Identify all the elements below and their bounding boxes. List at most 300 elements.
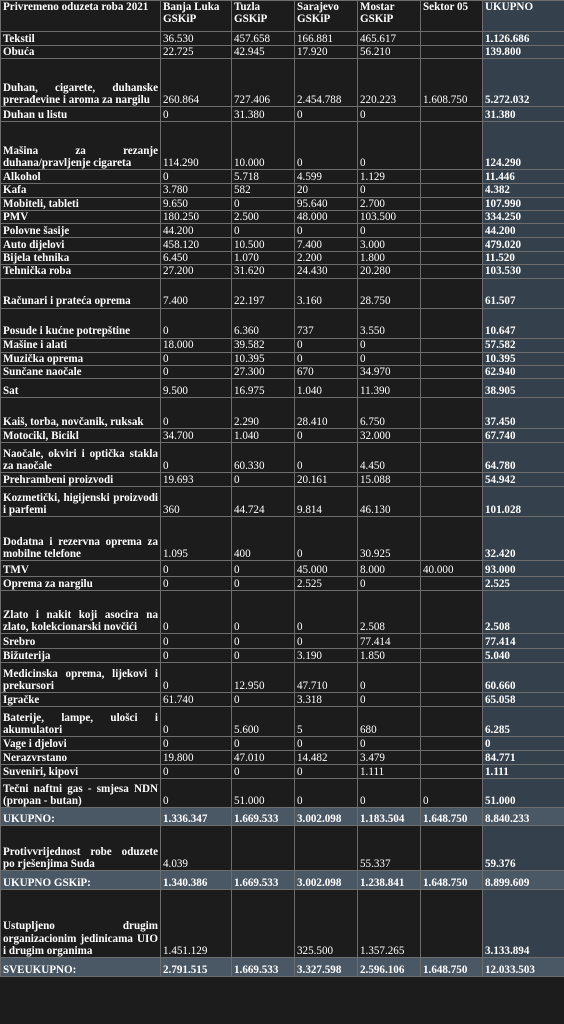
row-label: Auto dijelovi: [1, 238, 161, 252]
row-total-cell: 4.382: [483, 184, 564, 197]
row-total-cell: 84.771: [483, 751, 564, 765]
value-cell: 0: [358, 737, 421, 751]
row-total-cell: 107.990: [483, 197, 564, 210]
row-label: Mobiteli, tableti: [1, 197, 161, 210]
value-cell: 24.430: [295, 265, 358, 278]
row-label: Bijela tehnika: [1, 252, 161, 265]
table-row: [1, 473, 564, 487]
row-label: Duhan u listu: [1, 107, 161, 122]
value-cell: 9.814: [295, 487, 358, 517]
value-cell: 360: [161, 487, 232, 517]
row-label: Oprema za nargilu: [1, 577, 161, 591]
value-cell: 0: [358, 224, 421, 238]
value-cell: 0: [161, 765, 232, 779]
row-total-cell: 67.740: [483, 429, 564, 443]
value-cell: 3.327.598: [295, 958, 358, 977]
value-cell: 1.648.750: [421, 808, 483, 826]
value-cell: 0: [358, 663, 421, 693]
value-cell: 670: [295, 366, 358, 379]
value-cell: 17.920: [295, 46, 358, 59]
value-cell: 0: [232, 737, 295, 751]
row-label: Naočale, okviri i optička stakla za naočale: [1, 443, 161, 473]
value-cell: 0: [232, 473, 295, 487]
row-total-cell: 11.520: [483, 252, 564, 265]
value-cell: [421, 210, 483, 223]
value-cell: 0: [358, 107, 421, 122]
row-total-cell: 334.250: [483, 210, 564, 223]
table-row: [1, 46, 564, 59]
row-total-cell: 60.660: [483, 663, 564, 693]
value-cell: [421, 32, 483, 46]
value-cell: 61.740: [161, 693, 232, 707]
value-cell: 1.070: [232, 252, 295, 265]
value-cell: 0: [421, 779, 483, 808]
table-row: [1, 352, 564, 365]
value-cell: [421, 338, 483, 352]
value-cell: [421, 265, 483, 278]
value-cell: [421, 366, 483, 379]
value-cell: [421, 649, 483, 663]
table-row: [1, 59, 564, 107]
value-cell: 0: [161, 107, 232, 122]
value-cell: 3.318: [295, 693, 358, 707]
row-label: Medicinska oprema, lijekovi i prekursori: [1, 663, 161, 693]
table-row: [1, 591, 564, 634]
row-label: Duhan, cigarete, duhanske prerađevine i aroma za nargilu: [1, 59, 161, 107]
value-cell: 166.881: [295, 32, 358, 46]
table-row: [1, 765, 564, 779]
row-total-cell: 64.780: [483, 443, 564, 473]
row-total-cell: 5.040: [483, 649, 564, 663]
table-row: [1, 265, 564, 278]
value-cell: 0: [358, 779, 421, 808]
value-cell: [421, 751, 483, 765]
table-row: [1, 224, 564, 238]
value-cell: 3.780: [161, 184, 232, 197]
row-label: UKUPNO:: [1, 808, 161, 826]
value-cell: 28.410: [295, 398, 358, 429]
value-cell: 10.500: [232, 238, 295, 252]
value-cell: [421, 107, 483, 122]
value-cell: 325.500: [295, 890, 358, 958]
table-row: [1, 577, 564, 591]
row-total-cell: 59.376: [483, 826, 564, 871]
value-cell: 0: [295, 224, 358, 238]
value-cell: 47.710: [295, 663, 358, 693]
value-cell: [421, 707, 483, 737]
row-total-cell: 139.800: [483, 46, 564, 59]
value-cell: 1.800: [358, 252, 421, 265]
value-cell: [421, 170, 483, 184]
value-cell: 0: [161, 663, 232, 693]
value-cell: 1.648.750: [421, 958, 483, 977]
value-cell: 1.451.129: [161, 890, 232, 958]
table-row: [1, 278, 564, 308]
row-total-cell: 44.200: [483, 224, 564, 238]
value-cell: 34.970: [358, 366, 421, 379]
value-cell: 0: [161, 308, 232, 338]
row-total-cell: 61.507: [483, 278, 564, 308]
value-cell: [421, 352, 483, 365]
value-cell: [421, 737, 483, 751]
table-row: [1, 122, 564, 170]
value-cell: 31.620: [232, 265, 295, 278]
value-cell: 46.130: [358, 487, 421, 517]
row-label: Kafa: [1, 184, 161, 197]
row-total-cell: 1.126.686: [483, 32, 564, 46]
row-label: Srebro: [1, 634, 161, 649]
value-cell: 5: [295, 707, 358, 737]
value-cell: 0: [295, 779, 358, 808]
value-cell: [421, 238, 483, 252]
value-cell: 95.640: [295, 197, 358, 210]
value-cell: 0: [161, 366, 232, 379]
table-row: [1, 487, 564, 517]
value-cell: [421, 663, 483, 693]
row-label: Tehnička roba: [1, 265, 161, 278]
value-cell: 1.669.533: [232, 958, 295, 977]
row-label: Polovne šasije: [1, 224, 161, 238]
column-header-total: UKUPNO: [483, 1, 564, 32]
value-cell: 0: [358, 184, 421, 197]
value-cell: [421, 693, 483, 707]
value-cell: [421, 443, 483, 473]
value-cell: 8.000: [358, 561, 421, 577]
value-cell: 114.290: [161, 122, 232, 170]
value-cell: 31.380: [232, 107, 295, 122]
value-cell: [421, 224, 483, 238]
value-cell: 27.300: [232, 366, 295, 379]
value-cell: 45.000: [295, 561, 358, 577]
row-total-cell: 5.272.032: [483, 59, 564, 107]
table-row: [1, 826, 564, 871]
row-total-cell: 54.942: [483, 473, 564, 487]
value-cell: 3.550: [358, 308, 421, 338]
value-cell: 2.525: [295, 577, 358, 591]
row-total-cell: 8.899.609: [483, 871, 564, 890]
row-label: PMV: [1, 210, 161, 223]
value-cell: 0: [161, 398, 232, 429]
table-row: [1, 517, 564, 561]
value-cell: 1.238.841: [358, 871, 421, 890]
value-cell: 3.000: [358, 238, 421, 252]
value-cell: 2.200: [295, 252, 358, 265]
table-row: [1, 663, 564, 693]
value-cell: 27.200: [161, 265, 232, 278]
value-cell: [421, 577, 483, 591]
value-cell: 20: [295, 184, 358, 197]
value-cell: 0: [161, 707, 232, 737]
value-cell: 737: [295, 308, 358, 338]
summary-row: [1, 958, 564, 977]
value-cell: 48.000: [295, 210, 358, 223]
row-label: SVEUKUPNO:: [1, 958, 161, 977]
value-cell: 15.088: [358, 473, 421, 487]
table-row: [1, 210, 564, 223]
value-cell: 103.500: [358, 210, 421, 223]
table-body: [1, 32, 564, 977]
summary-row: [1, 808, 564, 826]
table-row: [1, 398, 564, 429]
value-cell: 0: [295, 591, 358, 634]
value-cell: 22.197: [232, 278, 295, 308]
table-row: [1, 561, 564, 577]
table-row: [1, 429, 564, 443]
value-cell: 77.414: [358, 634, 421, 649]
value-cell: 10.000: [232, 122, 295, 170]
value-cell: 47.010: [232, 751, 295, 765]
value-cell: 1.850: [358, 649, 421, 663]
value-cell: 9.650: [161, 197, 232, 210]
row-label: Posude i kućne potrepštine: [1, 308, 161, 338]
value-cell: [421, 398, 483, 429]
value-cell: 2.700: [358, 197, 421, 210]
value-cell: 12.950: [232, 663, 295, 693]
row-label: Zlato i nakit koji asocira na zlato, kolekcionarski novčići: [1, 591, 161, 634]
value-cell: 0: [232, 591, 295, 634]
value-cell: 0: [295, 429, 358, 443]
row-label: Baterije, lampe, ulošci i akumulatori: [1, 707, 161, 737]
value-cell: 40.000: [421, 561, 483, 577]
value-cell: 36.530: [161, 32, 232, 46]
value-cell: 1.669.533: [232, 808, 295, 826]
value-cell: [421, 429, 483, 443]
value-cell: 6.360: [232, 308, 295, 338]
row-total-cell: 0: [483, 737, 564, 751]
value-cell: 1.357.265: [358, 890, 421, 958]
row-label: Nerazvrstano: [1, 751, 161, 765]
row-total-cell: 2.525: [483, 577, 564, 591]
value-cell: 0: [232, 634, 295, 649]
value-cell: 220.223: [358, 59, 421, 107]
value-cell: 0: [295, 634, 358, 649]
row-total-cell: 10.395: [483, 352, 564, 365]
value-cell: 5.600: [232, 707, 295, 737]
value-cell: 0: [232, 197, 295, 210]
row-total-cell: 37.450: [483, 398, 564, 429]
value-cell: 1.129: [358, 170, 421, 184]
table-title: Privremeno oduzeta roba 2021: [1, 1, 161, 32]
value-cell: 0: [232, 577, 295, 591]
row-label: Ustupljeno drugim organizacionim jedinicama UIO i drugim organima: [1, 890, 161, 958]
value-cell: 1.183.504: [358, 808, 421, 826]
row-total-cell: 62.940: [483, 366, 564, 379]
value-cell: 42.945: [232, 46, 295, 59]
row-total-cell: 32.420: [483, 517, 564, 561]
row-total-cell: 6.285: [483, 707, 564, 737]
table-row: [1, 707, 564, 737]
value-cell: 1.608.750: [421, 59, 483, 107]
table-row: [1, 634, 564, 649]
value-cell: [232, 826, 295, 871]
value-cell: 582: [232, 184, 295, 197]
value-cell: 0: [161, 779, 232, 808]
table-row: [1, 252, 564, 265]
value-cell: 1.648.750: [421, 871, 483, 890]
value-cell: 0: [358, 577, 421, 591]
value-cell: 0: [358, 693, 421, 707]
table-row: [1, 693, 564, 707]
value-cell: [421, 634, 483, 649]
column-header: Sarajevo GSKiP: [295, 1, 358, 32]
value-cell: 0: [232, 561, 295, 577]
value-cell: 2.791.515: [161, 958, 232, 977]
row-total-cell: 10.647: [483, 308, 564, 338]
value-cell: 9.500: [161, 379, 232, 398]
row-label: Kozmetički, higijenski proizvodi i parfemi: [1, 487, 161, 517]
value-cell: 20.161: [295, 473, 358, 487]
row-total-cell: 77.414: [483, 634, 564, 649]
value-cell: 0: [161, 561, 232, 577]
table-row: [1, 379, 564, 398]
row-label: Sat: [1, 379, 161, 398]
value-cell: 39.582: [232, 338, 295, 352]
value-cell: 44.200: [161, 224, 232, 238]
value-cell: 4.599: [295, 170, 358, 184]
value-cell: 0: [358, 122, 421, 170]
value-cell: 0: [232, 693, 295, 707]
column-header: Tuzla GSKiP: [232, 1, 295, 32]
value-cell: 19.693: [161, 473, 232, 487]
table-row: [1, 107, 564, 122]
value-cell: 0: [358, 352, 421, 365]
value-cell: 0: [295, 122, 358, 170]
row-total-cell: 103.530: [483, 265, 564, 278]
value-cell: [421, 46, 483, 59]
value-cell: 1.336.347: [161, 808, 232, 826]
value-cell: 1.040: [295, 379, 358, 398]
value-cell: 458.120: [161, 238, 232, 252]
value-cell: [421, 278, 483, 308]
value-cell: [421, 890, 483, 958]
table-row: [1, 366, 564, 379]
row-label: Tekstil: [1, 32, 161, 46]
row-label: Muzička oprema: [1, 352, 161, 365]
value-cell: 1.340.386: [161, 871, 232, 890]
table-row: [1, 751, 564, 765]
table-row: [1, 197, 564, 210]
value-cell: 3.160: [295, 278, 358, 308]
row-total-cell: 38.905: [483, 379, 564, 398]
value-cell: 14.482: [295, 751, 358, 765]
row-label: Mašina za rezanje duhana/pravljenje cigareta: [1, 122, 161, 170]
value-cell: 727.406: [232, 59, 295, 107]
value-cell: 0: [295, 107, 358, 122]
value-cell: 56.210: [358, 46, 421, 59]
value-cell: 16.975: [232, 379, 295, 398]
row-total-cell: 2.508: [483, 591, 564, 634]
table-row: [1, 184, 564, 197]
value-cell: 1.095: [161, 517, 232, 561]
value-cell: 10.395: [232, 352, 295, 365]
value-cell: 2.454.788: [295, 59, 358, 107]
value-cell: 0: [161, 649, 232, 663]
value-cell: 1.040: [232, 429, 295, 443]
value-cell: 465.617: [358, 32, 421, 46]
value-cell: 32.000: [358, 429, 421, 443]
value-cell: 0: [161, 634, 232, 649]
row-total-cell: 12.033.503: [483, 958, 564, 977]
value-cell: 30.925: [358, 517, 421, 561]
row-label: Sunčane naočale: [1, 366, 161, 379]
table-row: [1, 32, 564, 46]
value-cell: 0: [232, 224, 295, 238]
row-total-cell: 3.133.894: [483, 890, 564, 958]
value-cell: [421, 765, 483, 779]
value-cell: 0: [161, 170, 232, 184]
value-cell: 0: [232, 765, 295, 779]
value-cell: 20.280: [358, 265, 421, 278]
row-label: TMV: [1, 561, 161, 577]
value-cell: 1.669.533: [232, 871, 295, 890]
value-cell: 4.039: [161, 826, 232, 871]
value-cell: 7.400: [295, 238, 358, 252]
row-label: Suveniri, kipovi: [1, 765, 161, 779]
value-cell: 0: [161, 737, 232, 751]
row-total-cell: 93.000: [483, 561, 564, 577]
value-cell: [421, 591, 483, 634]
column-header: Banja Luka GSKiP: [161, 1, 232, 32]
row-label: Motocikl, Bicikl: [1, 429, 161, 443]
row-label: Računari i prateća oprema: [1, 278, 161, 308]
row-total-cell: 8.840.233: [483, 808, 564, 826]
value-cell: [421, 308, 483, 338]
row-label: Alkohol: [1, 170, 161, 184]
table-row: [1, 238, 564, 252]
value-cell: 0: [161, 577, 232, 591]
table-row: [1, 170, 564, 184]
value-cell: 680: [358, 707, 421, 737]
row-total-cell: 479.020: [483, 238, 564, 252]
value-cell: [421, 122, 483, 170]
table-row: [1, 338, 564, 352]
value-cell: 34.700: [161, 429, 232, 443]
value-cell: 55.337: [358, 826, 421, 871]
row-label: Igračke: [1, 693, 161, 707]
value-cell: 6.750: [358, 398, 421, 429]
value-cell: 0: [161, 443, 232, 473]
value-cell: [421, 379, 483, 398]
row-label: Mašine i alati: [1, 338, 161, 352]
row-label: Bižuterija: [1, 649, 161, 663]
value-cell: 2.500: [232, 210, 295, 223]
value-cell: 0: [161, 591, 232, 634]
table-row: [1, 737, 564, 751]
value-cell: 400: [232, 517, 295, 561]
row-total-cell: 57.582: [483, 338, 564, 352]
value-cell: 22.725: [161, 46, 232, 59]
value-cell: 457.658: [232, 32, 295, 46]
value-cell: [295, 826, 358, 871]
value-cell: 11.390: [358, 379, 421, 398]
value-cell: 44.724: [232, 487, 295, 517]
value-cell: 4.450: [358, 443, 421, 473]
value-cell: 0: [295, 765, 358, 779]
value-cell: 51.000: [232, 779, 295, 808]
value-cell: 3.002.098: [295, 808, 358, 826]
value-cell: 18.000: [161, 338, 232, 352]
value-cell: 1.111: [358, 765, 421, 779]
value-cell: 0: [295, 737, 358, 751]
value-cell: 0: [295, 517, 358, 561]
row-total-cell: 31.380: [483, 107, 564, 122]
row-total-cell: 124.290: [483, 122, 564, 170]
value-cell: 0: [295, 443, 358, 473]
value-cell: 2.596.106: [358, 958, 421, 977]
row-label: UKUPNO GSKiP:: [1, 871, 161, 890]
value-cell: [421, 252, 483, 265]
value-cell: 180.250: [161, 210, 232, 223]
